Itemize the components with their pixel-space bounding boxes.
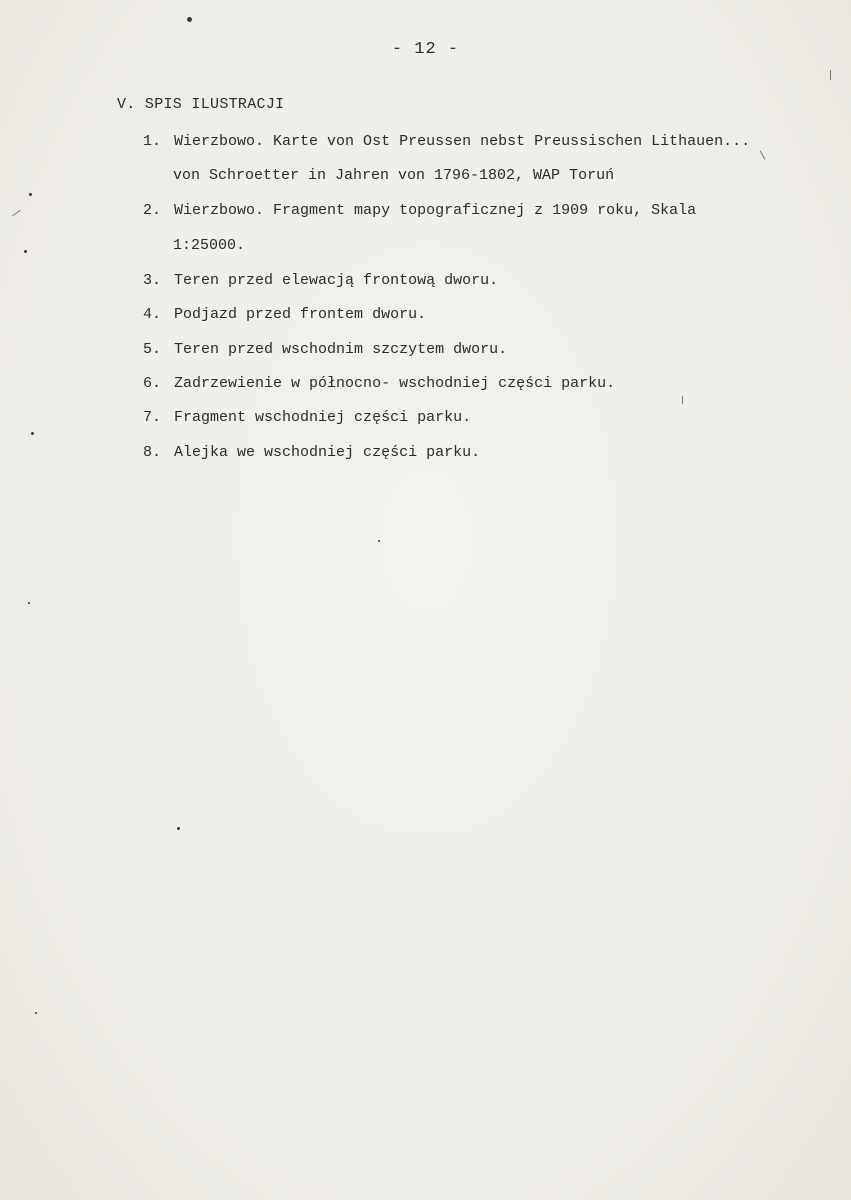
item-number: 4. [143,306,162,323]
item-number: 6. [143,375,162,392]
pen-mark [12,210,21,217]
item-text: Alejka we wschodniej części parku. [174,444,481,461]
list-item [143,272,498,289]
list-item [143,375,615,392]
ink-speck [187,17,192,22]
ink-speck [35,1012,37,1014]
item-text: Teren przed wschodnim szczytem dworu. [174,341,508,358]
ink-speck [31,432,34,435]
item-number: 7. [143,409,162,426]
item-number: 1. [143,133,162,150]
pen-mark [830,70,831,80]
page-number: - 12 - [391,40,460,59]
item-text: Wierzbowo. Fragment mapy topograficznej z 1909 roku, Skala [174,202,697,219]
ink-speck [28,602,30,604]
item-text: Fragment wschodniej części parku. [174,409,472,426]
item-continuation: 1:25000. [173,237,246,254]
item-number: 8. [143,444,162,461]
item-continuation: von Schroetter in Jahren von 1796-1802, WAP Toruń [173,167,615,184]
pen-mark [682,396,683,404]
item-number: 3. [143,272,162,289]
item-text: Podjazd przed frontem dworu. [174,306,427,323]
item-text: Zadrzewienie w północno- wschodniej części parku. [174,375,616,392]
list-item [143,133,750,150]
ink-speck [24,250,27,253]
pen-mark [760,150,766,159]
list-item [143,409,471,426]
item-number: 5. [143,341,162,358]
list-item [143,202,696,219]
list-item [143,444,480,461]
ink-speck [29,193,32,196]
ink-speck [378,540,380,542]
list-item [143,341,507,358]
item-text: Teren przed elewacją frontową dworu. [174,272,499,289]
list-item [143,306,426,323]
item-text: Wierzbowo. Karte von Ost Preussen nebst Preussischen Lithauen... [174,133,751,150]
section-title: V. SPIS ILUSTRACJI [117,96,285,113]
ink-speck [177,827,180,830]
item-number: 2. [143,202,162,219]
